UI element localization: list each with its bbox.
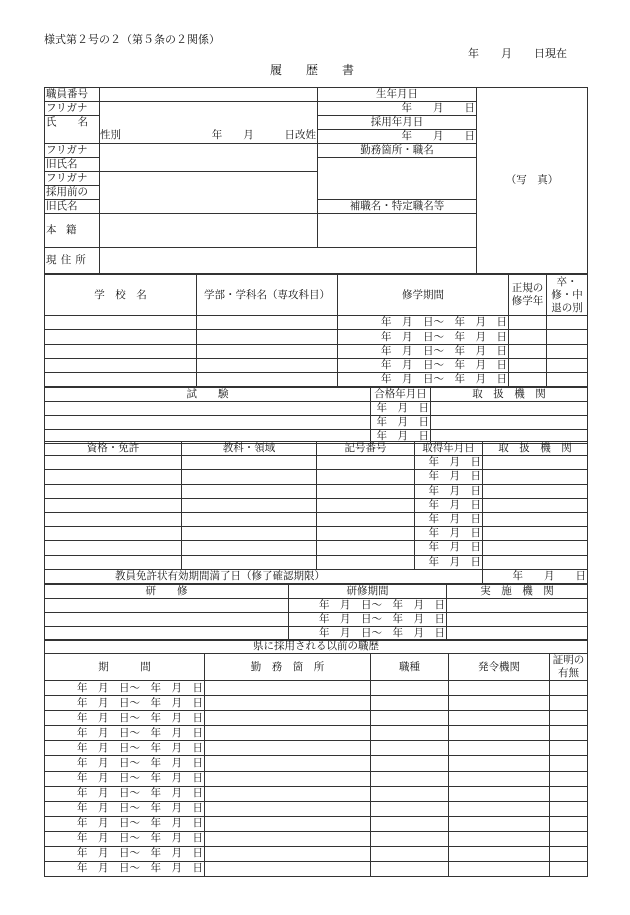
- table-row: [45, 613, 588, 627]
- subject-cell[interactable]: [182, 470, 317, 484]
- department-cell[interactable]: [197, 358, 338, 372]
- table-row: [45, 541, 588, 555]
- school-name-cell[interactable]: [45, 330, 197, 344]
- acquired-date-cell: 年 月 日: [415, 456, 483, 470]
- acquired-date-cell: 年 月 日: [415, 498, 483, 512]
- career-workplace-cell[interactable]: [205, 756, 371, 771]
- career-period-cell: 年 月 日～ 年 月 日: [45, 711, 205, 726]
- subject-header: 教科・領域: [182, 442, 317, 456]
- career-proof-cell[interactable]: [550, 846, 588, 861]
- study-period-cell: 年 月 日～ 年 月 日: [338, 358, 509, 372]
- license-agency-header: 取 扱 機 関: [483, 442, 588, 456]
- career-agency-cell[interactable]: [449, 756, 550, 771]
- career-job-cell[interactable]: [371, 756, 449, 771]
- career-period-header: 期 間: [45, 654, 205, 681]
- table-row: [45, 786, 588, 801]
- study-period-header: 修学期間: [338, 275, 509, 316]
- career-agency-cell[interactable]: [449, 831, 550, 846]
- license-agency-cell[interactable]: [483, 527, 588, 541]
- table-row: [45, 316, 588, 330]
- department-cell[interactable]: [197, 330, 338, 344]
- table-row: [45, 416, 588, 430]
- serial-no-cell[interactable]: [317, 527, 415, 541]
- career-proof-cell[interactable]: [550, 816, 588, 831]
- department-cell[interactable]: [197, 316, 338, 330]
- exam-name-cell[interactable]: [45, 402, 371, 416]
- training-agency-cell[interactable]: [447, 613, 588, 627]
- regular-years-cell[interactable]: [509, 316, 547, 330]
- license-cell[interactable]: [45, 527, 182, 541]
- career-period-cell: 年 月 日～ 年 月 日: [45, 786, 205, 801]
- school-history-table: [44, 274, 588, 387]
- training-period-cell: 年 月 日～ 年 月 日: [289, 627, 447, 641]
- training-name-cell[interactable]: [45, 613, 289, 627]
- license-table: [44, 441, 588, 584]
- career-job-cell[interactable]: [371, 861, 449, 876]
- school-name-cell[interactable]: [45, 372, 197, 386]
- subject-cell[interactable]: [182, 484, 317, 498]
- subject-cell[interactable]: [182, 498, 317, 512]
- career-job-cell[interactable]: [371, 696, 449, 711]
- table-row: [45, 711, 588, 726]
- training-agency-cell[interactable]: [447, 599, 588, 613]
- regular-years-cell[interactable]: [509, 330, 547, 344]
- exam-table: [44, 387, 588, 444]
- hire-date-value: 年 月 日: [318, 130, 477, 144]
- graduation-status-cell[interactable]: [547, 344, 588, 358]
- exam-agency-header: 取 扱 機 関: [431, 388, 588, 402]
- graduation-status-cell[interactable]: [547, 316, 588, 330]
- license-agency-cell[interactable]: [483, 555, 588, 569]
- staff-no-label: 職員番号: [45, 88, 100, 102]
- pass-date-cell: 年 月 日: [371, 416, 431, 430]
- career-period-cell: 年 月 日～ 年 月 日: [45, 846, 205, 861]
- address-field[interactable]: [100, 248, 588, 274]
- name-change-label: 日改姓: [284, 129, 316, 141]
- table-row: [45, 484, 588, 498]
- license-cell[interactable]: [45, 456, 182, 470]
- serial-no-cell[interactable]: [317, 512, 415, 526]
- career-period-cell: 年 月 日～ 年 月 日: [45, 861, 205, 876]
- career-period-cell: 年 月 日～ 年 月 日: [45, 801, 205, 816]
- career-proof-cell[interactable]: [550, 741, 588, 756]
- career-proof-cell[interactable]: [550, 801, 588, 816]
- table-row: [45, 402, 588, 416]
- career-agency-cell[interactable]: [449, 861, 550, 876]
- career-job-cell[interactable]: [371, 801, 449, 816]
- form-title: 履 歴 書: [270, 63, 355, 77]
- domicile-label: 本籍: [45, 214, 100, 248]
- serial-no-cell[interactable]: [317, 498, 415, 512]
- career-proof-header: 証明の有無: [550, 654, 588, 681]
- career-job-cell[interactable]: [371, 831, 449, 846]
- table-row: [45, 861, 588, 876]
- serial-no-cell[interactable]: [317, 555, 415, 569]
- graduation-status-cell[interactable]: [547, 330, 588, 344]
- career-workplace-cell[interactable]: [205, 816, 371, 831]
- career-job-cell[interactable]: [371, 741, 449, 756]
- furigana-label: フリガナ: [45, 102, 100, 116]
- department-header: 学部・学科名（専攻科目）: [197, 275, 338, 316]
- subject-cell[interactable]: [182, 527, 317, 541]
- acquired-date-cell: 年 月 日: [415, 484, 483, 498]
- sub-title-field[interactable]: [318, 214, 477, 248]
- career-proof-cell[interactable]: [550, 861, 588, 876]
- license-expiry-label: 教員免許状有効期間満了日（修了確認期限）: [45, 569, 483, 583]
- career-period-cell: 年 月 日～ 年 月 日: [45, 771, 205, 786]
- career-agency-cell[interactable]: [449, 711, 550, 726]
- acquired-date-cell: 年 月 日: [415, 527, 483, 541]
- career-period-cell: 年 月 日～ 年 月 日: [45, 726, 205, 741]
- pass-date-cell: 年 月 日: [371, 430, 431, 444]
- study-period-cell: 年 月 日～ 年 月 日: [338, 330, 509, 344]
- career-proof-cell[interactable]: [550, 786, 588, 801]
- serial-no-cell[interactable]: [317, 470, 415, 484]
- table-row: [45, 330, 588, 344]
- department-cell[interactable]: [197, 372, 338, 386]
- career-period-cell: 年 月 日～ 年 月 日: [45, 696, 205, 711]
- career-agency-cell[interactable]: [449, 681, 550, 696]
- table-row: [45, 726, 588, 741]
- table-row: [45, 555, 588, 569]
- license-cell[interactable]: [45, 470, 182, 484]
- career-proof-cell[interactable]: [550, 831, 588, 846]
- exam-name-cell[interactable]: [45, 416, 371, 430]
- training-agency-header: 実 施 機 関: [447, 585, 588, 599]
- domicile-field[interactable]: [100, 214, 318, 248]
- prev-name-label-1: 採用前の: [45, 186, 100, 200]
- training-header: 研 修: [45, 585, 289, 599]
- table-row: [45, 344, 588, 358]
- table-row: [45, 527, 588, 541]
- study-period-cell: 年 月 日～ 年 月 日: [338, 372, 509, 386]
- training-name-cell[interactable]: [45, 599, 289, 613]
- career-proof-cell[interactable]: [550, 696, 588, 711]
- career-workplace-cell[interactable]: [205, 831, 371, 846]
- table-row: [45, 599, 588, 613]
- serial-no-header: 記号番号: [317, 442, 415, 456]
- career-proof-cell[interactable]: [550, 681, 588, 696]
- table-row: [45, 741, 588, 756]
- graduation-status-cell[interactable]: [547, 372, 588, 386]
- furigana-label-2: フリガナ: [45, 144, 100, 158]
- career-period-cell: 年 月 日～ 年 月 日: [45, 756, 205, 771]
- old-name-field[interactable]: [100, 144, 318, 172]
- license-cell[interactable]: [45, 512, 182, 526]
- career-proof-cell[interactable]: [550, 726, 588, 741]
- personal-info-table: [44, 87, 588, 274]
- old-name-label: 旧氏名: [45, 158, 100, 172]
- address-label: 現住所: [45, 248, 100, 274]
- license-header: 資格・免許: [45, 442, 182, 456]
- school-name-cell[interactable]: [45, 344, 197, 358]
- career-workplace-cell[interactable]: [205, 771, 371, 786]
- acquired-date-cell: 年 月 日: [415, 470, 483, 484]
- furigana-label-3: フリガナ: [45, 172, 100, 186]
- license-agency-cell[interactable]: [483, 456, 588, 470]
- career-proof-cell[interactable]: [550, 771, 588, 786]
- department-cell[interactable]: [197, 344, 338, 358]
- table-row: [45, 831, 588, 846]
- career-agency-cell[interactable]: [449, 846, 550, 861]
- career-workplace-header: 勤 務 箇 所: [205, 654, 371, 681]
- career-workplace-cell[interactable]: [205, 786, 371, 801]
- exam-header: 試 験: [45, 388, 371, 402]
- license-agency-cell[interactable]: [483, 484, 588, 498]
- career-agency-cell[interactable]: [449, 741, 550, 756]
- career-period-cell: 年 月 日～ 年 月 日: [45, 831, 205, 846]
- license-expiry-date[interactable]: 年 月 日: [483, 569, 588, 583]
- gender-label: 性別: [100, 129, 121, 141]
- career-agency-cell[interactable]: [449, 726, 550, 741]
- career-agency-cell[interactable]: [449, 696, 550, 711]
- table-row: [45, 696, 588, 711]
- career-period-cell: 年 月 日～ 年 月 日: [45, 741, 205, 756]
- table-row: [45, 816, 588, 831]
- table-row: [45, 456, 588, 470]
- career-table: [44, 639, 588, 877]
- workplace-field[interactable]: [318, 158, 477, 200]
- career-workplace-cell[interactable]: [205, 741, 371, 756]
- table-row: [45, 681, 588, 696]
- table-row: [45, 358, 588, 372]
- career-workplace-cell[interactable]: [205, 681, 371, 696]
- career-workplace-cell[interactable]: [205, 726, 371, 741]
- career-period-cell: 年 月 日～ 年 月 日: [45, 816, 205, 831]
- license-cell[interactable]: [45, 541, 182, 555]
- career-period-cell: 年 月 日～ 年 月 日: [45, 681, 205, 696]
- name-field[interactable]: [100, 102, 318, 144]
- sub-title-label: 補職名・特定職名等: [318, 200, 477, 214]
- graduation-status-header: 卒・修・中退の別: [547, 275, 588, 316]
- staff-no-field[interactable]: [100, 88, 318, 102]
- subject-cell[interactable]: [182, 512, 317, 526]
- regular-years-cell[interactable]: [509, 372, 547, 386]
- prev-name-label-2: 旧氏名: [45, 200, 100, 214]
- table-row: [45, 512, 588, 526]
- career-agency-header: 発令機関: [449, 654, 550, 681]
- career-job-cell[interactable]: [371, 711, 449, 726]
- career-job-cell[interactable]: [371, 771, 449, 786]
- subject-cell[interactable]: [182, 541, 317, 555]
- career-workplace-cell[interactable]: [205, 696, 371, 711]
- table-row: [45, 756, 588, 771]
- table-row: [45, 372, 588, 386]
- career-job-cell[interactable]: [371, 816, 449, 831]
- name-label: 氏 名: [45, 116, 100, 144]
- career-workplace-cell[interactable]: [205, 846, 371, 861]
- exam-agency-cell[interactable]: [431, 402, 588, 416]
- acquired-date-cell: 年 月 日: [415, 512, 483, 526]
- license-agency-cell[interactable]: [483, 470, 588, 484]
- graduation-status-cell[interactable]: [547, 358, 588, 372]
- career-agency-cell[interactable]: [449, 801, 550, 816]
- serial-no-cell[interactable]: [317, 456, 415, 470]
- subject-cell[interactable]: [182, 456, 317, 470]
- license-cell[interactable]: [45, 498, 182, 512]
- career-agency-cell[interactable]: [449, 771, 550, 786]
- pass-date-header: 合格年月日: [371, 388, 431, 402]
- career-job-header: 職種: [371, 654, 449, 681]
- regular-years-header: 正規の修学年: [509, 275, 547, 316]
- table-row: [45, 498, 588, 512]
- license-agency-cell[interactable]: [483, 498, 588, 512]
- photo-box[interactable]: [477, 88, 588, 274]
- career-job-cell[interactable]: [371, 726, 449, 741]
- table-row: [45, 470, 588, 484]
- career-agency-cell[interactable]: [449, 786, 550, 801]
- study-period-cell: 年 月 日～ 年 月 日: [338, 316, 509, 330]
- license-agency-cell[interactable]: [483, 541, 588, 555]
- license-agency-cell[interactable]: [483, 512, 588, 526]
- career-workplace-cell[interactable]: [205, 711, 371, 726]
- training-period-header: 研修期間: [289, 585, 447, 599]
- career-job-cell[interactable]: [371, 681, 449, 696]
- birth-date-label: 生年月日: [318, 88, 477, 102]
- school-name-header: 学 校 名: [45, 275, 197, 316]
- acquired-date-header: 取得年月日: [415, 442, 483, 456]
- table-row: [45, 771, 588, 786]
- license-cell[interactable]: [45, 555, 182, 569]
- prev-name-field[interactable]: [100, 172, 318, 214]
- as-of-date: 年 月 日現在: [468, 47, 567, 60]
- career-proof-cell[interactable]: [550, 756, 588, 771]
- photo-label: （写 真）: [505, 174, 559, 186]
- birth-date-value: 年 月 日: [318, 102, 477, 116]
- career-job-cell[interactable]: [371, 786, 449, 801]
- career-job-cell[interactable]: [371, 846, 449, 861]
- career-workplace-cell[interactable]: [205, 801, 371, 816]
- training-table: [44, 584, 588, 641]
- school-name-cell[interactable]: [45, 358, 197, 372]
- exam-agency-cell[interactable]: [431, 416, 588, 430]
- career-proof-cell[interactable]: [550, 711, 588, 726]
- career-title: 県に採用される以前の職歴: [45, 640, 588, 654]
- training-period-cell: 年 月 日～ 年 月 日: [289, 613, 447, 627]
- school-header-row: [45, 275, 588, 316]
- career-workplace-cell[interactable]: [205, 861, 371, 876]
- serial-no-cell[interactable]: [317, 484, 415, 498]
- career-agency-cell[interactable]: [449, 816, 550, 831]
- acquired-date-cell: 年 月 日: [415, 555, 483, 569]
- table-row: [45, 846, 588, 861]
- school-name-cell[interactable]: [45, 316, 197, 330]
- pass-date-cell: 年 月 日: [371, 402, 431, 416]
- study-period-cell: 年 月 日～ 年 月 日: [338, 344, 509, 358]
- table-row: [45, 801, 588, 816]
- hire-date-label: 採用年月日: [318, 116, 477, 130]
- training-period-cell: 年 月 日～ 年 月 日: [289, 599, 447, 613]
- acquired-date-cell: 年 月 日: [415, 541, 483, 555]
- regular-years-cell[interactable]: [509, 344, 547, 358]
- license-cell[interactable]: [45, 484, 182, 498]
- workplace-label: 勤務箇所・職名: [318, 144, 477, 158]
- regular-years-cell[interactable]: [509, 358, 547, 372]
- form-number: 様式第２号の２（第５条の２関係）: [44, 33, 220, 46]
- name-change-date: 年 月: [211, 129, 254, 141]
- subject-cell[interactable]: [182, 555, 317, 569]
- serial-no-cell[interactable]: [317, 541, 415, 555]
